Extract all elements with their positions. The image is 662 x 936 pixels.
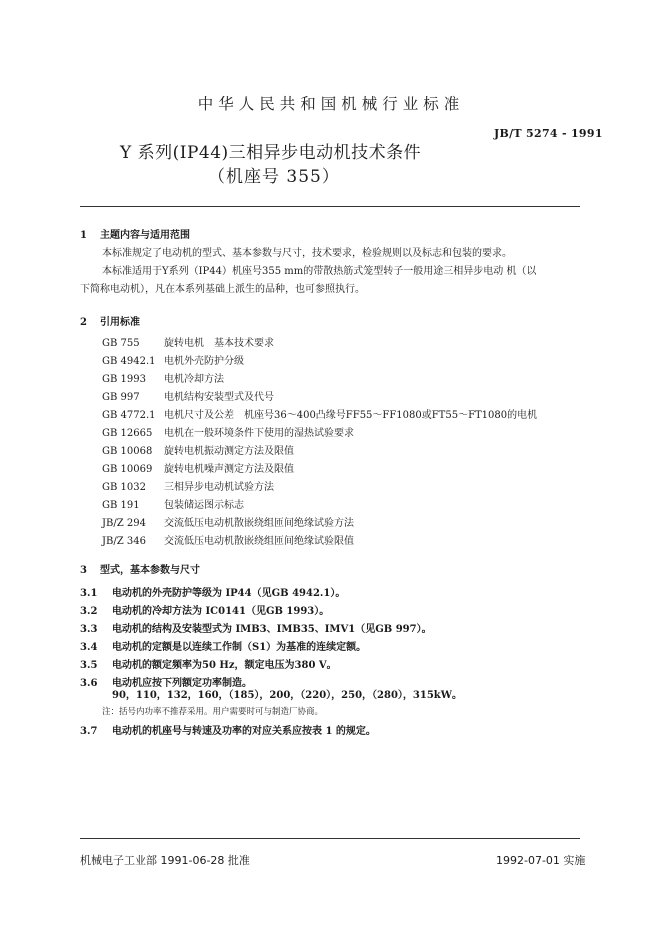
section-1-para-2-line-2: 下简称电动机），凡在本系列基础上派生的品种，也可参照执行。 bbox=[80, 284, 365, 295]
reference-code: GB 12665 bbox=[102, 428, 153, 439]
approval-info: 机械电子工业部 1991-06-28 批准 bbox=[80, 854, 250, 867]
reference-title: 电机结构安装型式及代号 bbox=[164, 392, 274, 403]
clause-item bbox=[80, 584, 345, 599]
reference-title: 电机在一般环境条件下使用的湿热试验要求 bbox=[164, 428, 354, 439]
clause-text: 电动机的冷却方法为 IC0141（见GB 1993）。 bbox=[112, 606, 330, 617]
section-title: 主题内容与适用范围 bbox=[100, 230, 190, 241]
clause-item bbox=[80, 602, 329, 617]
reference-code: GB 997 bbox=[102, 392, 140, 403]
section-number: 1 bbox=[80, 230, 87, 241]
reference-title: 交流低压电动机散嵌绕组匝间绝缘试验限值 bbox=[164, 536, 354, 547]
clause-number: 3.5 bbox=[80, 660, 98, 671]
reference-item bbox=[102, 478, 274, 493]
section-number: 3 bbox=[80, 565, 87, 576]
reference-item bbox=[102, 532, 354, 547]
reference-title: 交流低压电动机散嵌绕组匝间绝缘试验方法 bbox=[164, 518, 354, 529]
clause-number: 3.3 bbox=[80, 624, 98, 635]
reference-code: GB 10068 bbox=[102, 446, 153, 457]
reference-item bbox=[102, 514, 354, 529]
reference-title: 电机冷却方法 bbox=[164, 374, 224, 385]
section-3-heading bbox=[80, 561, 200, 576]
reference-code: GB 1993 bbox=[102, 374, 146, 385]
reference-code: GB 1032 bbox=[102, 482, 146, 493]
reference-item bbox=[102, 334, 274, 349]
reference-code: GB 4772.1 bbox=[102, 410, 156, 421]
clause-number: 3.6 bbox=[80, 678, 98, 689]
reference-item bbox=[102, 442, 294, 457]
section-1-heading bbox=[80, 226, 190, 241]
reference-title: 电机尺寸及公差 机座号36～400凸缘号FF55～FF1080或FT55～FT1080的电机 bbox=[164, 410, 538, 421]
reference-code: GB 4942.1 bbox=[102, 356, 156, 367]
top-divider bbox=[80, 206, 580, 207]
section-title: 型式，基本参数与尺寸 bbox=[100, 565, 200, 576]
clause-item bbox=[80, 656, 337, 671]
reference-item bbox=[102, 352, 244, 367]
reference-title: 电机外壳防护分级 bbox=[164, 356, 244, 367]
reference-title: 旋转电机振动测定方法及限值 bbox=[164, 446, 294, 457]
clause-number: 3.2 bbox=[80, 606, 98, 617]
clause-item bbox=[80, 620, 432, 635]
reference-item bbox=[102, 460, 294, 475]
clause-text: 电动机的结构及安装型式为 IMB3、IMB35、IMV1（见GB 997）。 bbox=[112, 624, 432, 635]
reference-title: 旋转电机噪声测定方法及限值 bbox=[164, 464, 294, 475]
reference-item bbox=[102, 370, 224, 385]
power-ratings-note: 注：括号内功率不推荐采用。用户需要时可与制造厂协商。 bbox=[102, 707, 324, 717]
section-title: 引用标准 bbox=[100, 317, 140, 328]
clause-item bbox=[80, 722, 376, 737]
reference-title: 三相异步电动机试验方法 bbox=[164, 482, 274, 493]
clause-text: 电动机应按下列额定功率制造。 bbox=[112, 678, 252, 689]
power-ratings-list: 90，110，132，160，（185），200，（220），250，（280），315kW。 bbox=[112, 690, 462, 701]
standard-type-heading: 中华人民共和国机械行业标准 bbox=[197, 95, 465, 113]
clause-number: 3.7 bbox=[80, 726, 98, 737]
reference-code: GB 191 bbox=[102, 500, 140, 511]
bottom-divider bbox=[80, 838, 580, 839]
document-subtitle: （机座号 355） bbox=[208, 167, 340, 187]
clause-text: 电动机的外壳防护等级为 IP44（见GB 4942.1）。 bbox=[112, 588, 346, 599]
reference-title: 旋转电机 基本技术要求 bbox=[164, 338, 274, 349]
reference-item bbox=[102, 424, 354, 439]
section-1-para-1: 本标准规定了电动机的型式、基本参数与尺寸，技术要求，检验规则以及标志和包装的要求。 bbox=[102, 248, 512, 259]
clause-number: 3.4 bbox=[80, 642, 98, 653]
document-title: Y 系列(IP44)三相异步电动机技术条件 bbox=[120, 143, 422, 163]
reference-code: GB 10069 bbox=[102, 464, 153, 475]
reference-item bbox=[102, 388, 274, 403]
section-2-heading bbox=[80, 313, 140, 328]
implementation-date: 1992-07-01 实施 bbox=[496, 854, 586, 867]
clause-number: 3.1 bbox=[80, 588, 98, 599]
reference-code: JB/Z 294 bbox=[102, 518, 146, 529]
clause-text: 电动机的定额是以连续工作制（S1）为基准的连续定额。 bbox=[112, 642, 367, 653]
clause-item bbox=[80, 638, 366, 653]
clause-text: 电动机的机座号与转速及功率的对应关系应按表 1 的规定。 bbox=[112, 726, 376, 737]
reference-item bbox=[102, 496, 244, 511]
section-number: 2 bbox=[80, 317, 87, 328]
reference-code: GB 755 bbox=[102, 338, 140, 349]
reference-item bbox=[102, 406, 537, 421]
section-1-para-2-line-1: 本标准适用于Y系列（IP44）机座号355 mm的带散热筋式笼型转子一般用途三相异步电动 机（以 bbox=[102, 266, 537, 277]
reference-code: JB/Z 346 bbox=[102, 536, 146, 547]
clause-text: 电动机的额定频率为50 Hz，额定电压为380 V。 bbox=[112, 660, 337, 671]
standard-code: JB/T 5274 - 1991 bbox=[494, 127, 603, 140]
clause-item bbox=[80, 674, 252, 689]
reference-title: 包装储运图示标志 bbox=[164, 500, 244, 511]
